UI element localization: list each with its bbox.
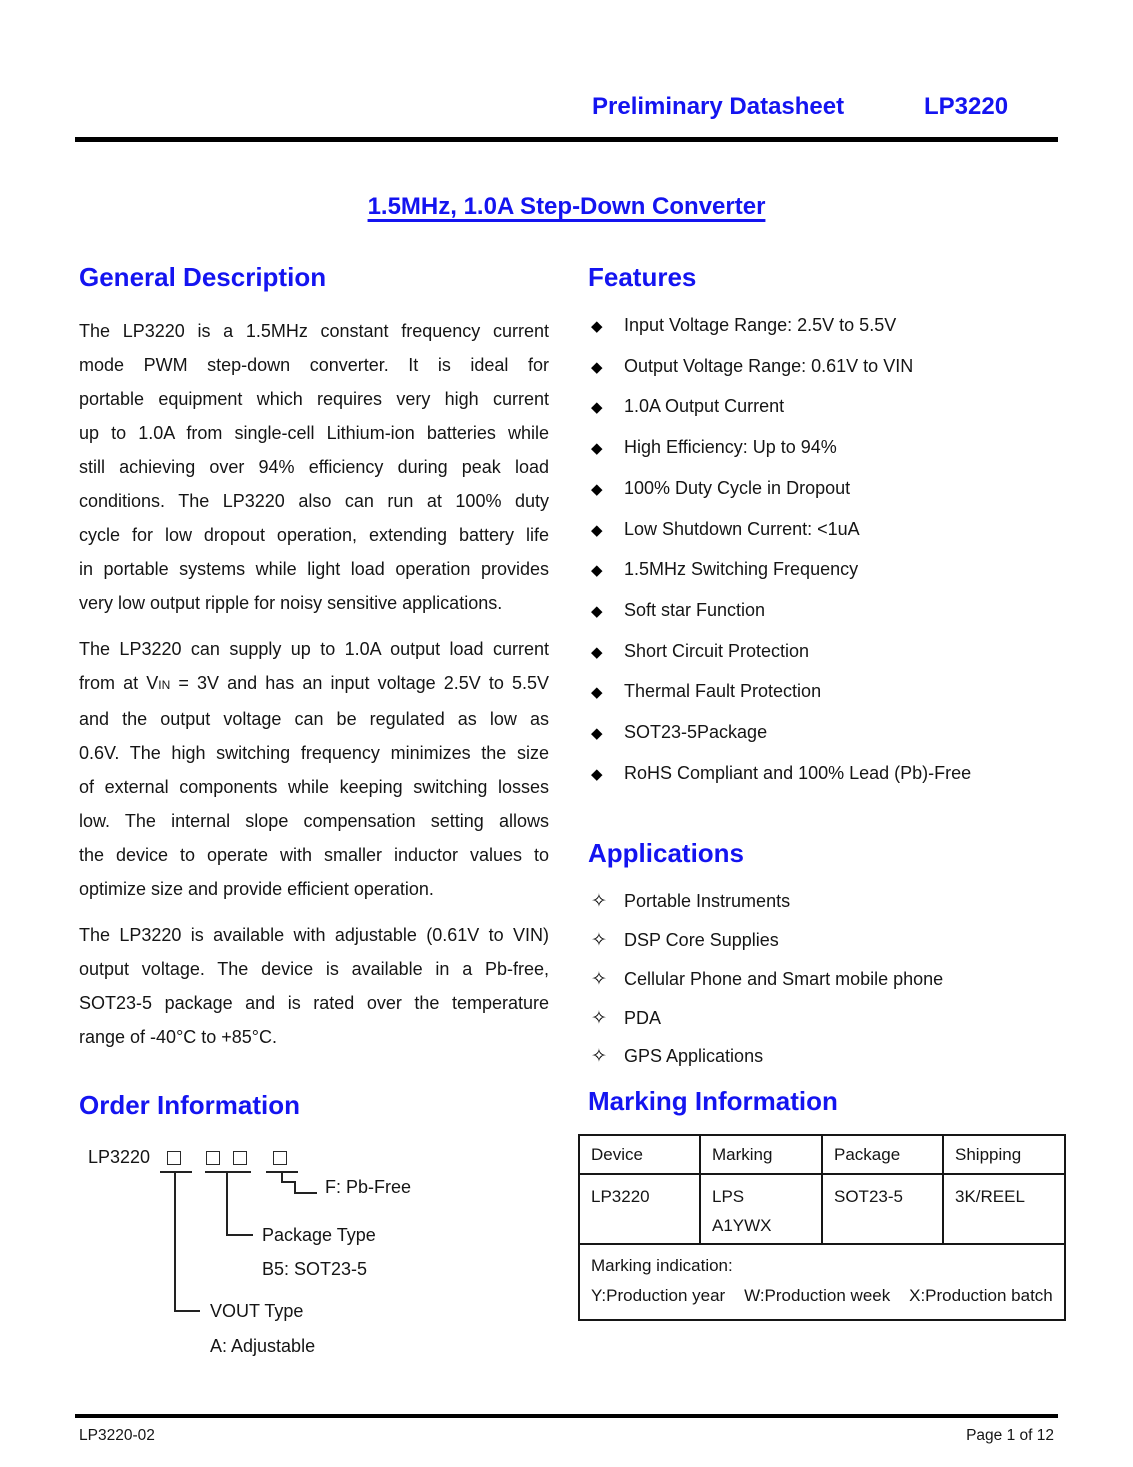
paragraph-line: cycle for low dropout operation, extending battery life	[79, 525, 549, 545]
diamond-bullet-icon: ◆	[591, 562, 603, 580]
diamond-bullet-icon: ◆	[591, 480, 603, 498]
paragraph-line: up to 1.0A from single-cell Lithium-ion batteries while	[79, 423, 549, 443]
marking-note-body: Y:Production year W:Production week X:Production batch	[591, 1285, 1053, 1305]
paragraph-line: output voltage. The device is available in a Pb-free,	[79, 959, 549, 979]
table-header-cell: Shipping	[943, 1135, 1065, 1174]
paragraph-line: still achieving over 94% efficiency during peak load	[79, 457, 549, 477]
order-code-box-1	[167, 1151, 181, 1165]
paragraph-line: in portable systems while light load operation provides	[79, 559, 549, 579]
list-item	[588, 428, 1054, 469]
diagram-line	[174, 1171, 176, 1312]
applications-list	[588, 882, 1054, 1076]
paragraph-line: the device to operate with smaller inductor values to	[79, 845, 549, 865]
table-cell	[700, 1174, 822, 1244]
list-item-label: High Efficiency: Up to 94%	[624, 437, 837, 458]
diamond-bullet-icon: ◆	[591, 521, 603, 539]
paragraph-line: range of -40°C to +85°C.	[79, 1027, 278, 1047]
list-item-label: Soft star Function	[624, 599, 766, 620]
footer-page-number: Page 1 of 12	[966, 1427, 1054, 1444]
table-cell: LP3220	[579, 1174, 700, 1244]
diamond-bullet-icon: ◆	[591, 358, 603, 376]
header-rule	[75, 137, 1058, 142]
list-item	[588, 999, 1054, 1038]
list-item	[588, 591, 1054, 632]
footer-doc-number: LP3220-02	[79, 1427, 155, 1444]
diamond-bullet-icon: ◆	[591, 643, 603, 661]
list-item-label: Thermal Fault Protection	[624, 681, 822, 702]
diamond-bullet-icon: ◆	[591, 725, 603, 743]
list-item	[588, 510, 1054, 551]
paragraph-line: The LP3220 is a 1.5MHz constant frequency current	[79, 321, 549, 341]
diamond-bullet-icon: ◆	[591, 399, 603, 417]
list-item	[588, 387, 1054, 428]
order-code-box-2	[206, 1151, 220, 1165]
general-description-heading: General Description	[79, 262, 327, 292]
paragraph-line: of external components while keeping switching losses	[79, 777, 549, 797]
marking-table-header-row	[579, 1135, 1065, 1174]
general-description-paragraphs	[79, 314, 549, 1054]
header-part-number: LP3220	[924, 93, 1009, 120]
list-item-label: RoHS Compliant and 100% Lead (Pb)-Free	[624, 762, 972, 783]
marking-information-heading: Marking Information	[588, 1086, 838, 1116]
features-list	[588, 306, 1054, 794]
list-item	[588, 754, 1054, 795]
paragraph-line: 0.6V. The high switching frequency minimizes the size	[79, 743, 549, 763]
list-item	[588, 306, 1054, 347]
order-code-box-4	[273, 1151, 287, 1165]
list-item	[588, 632, 1054, 673]
table-cell-line: LPS	[712, 1187, 745, 1206]
list-item-label: GPS Applications	[624, 1046, 764, 1067]
paragraph-line: conditions. The LP3220 also can run at 100% duty	[79, 491, 549, 511]
marking-table	[578, 1134, 1066, 1321]
marking-table-data-row	[579, 1174, 1065, 1244]
diamond-bullet-icon: ◆	[591, 318, 603, 335]
page-title: 1.5MHz, 1.0A Step-Down Converter	[367, 193, 766, 220]
marking-note-cell	[579, 1244, 1065, 1320]
list-item-label: Low Shutdown Current: <1uA	[624, 518, 860, 539]
paragraph-line: and the output voltage can be regulated as low as	[79, 709, 549, 729]
paragraph	[79, 918, 549, 1054]
order-branch-pbfree-label: F: Pb-Free	[325, 1177, 412, 1197]
star-bullet-icon: ✧	[591, 890, 607, 913]
diamond-bullet-icon: ◆	[591, 765, 603, 783]
paragraph-line: very low output ripple for noisy sensitive applications.	[79, 593, 503, 613]
paragraph-line: The LP3220 can supply up to 1.0A output load current	[79, 639, 549, 659]
list-item	[588, 469, 1054, 510]
paragraph-line: low. The internal slope compensation setting allows	[79, 811, 549, 831]
star-bullet-icon: ✧	[591, 929, 607, 952]
list-item	[588, 550, 1054, 591]
paragraph	[79, 314, 549, 620]
table-cell-line: A1YWX	[712, 1216, 772, 1235]
order-branch-package-value: B5: SOT23-5	[262, 1259, 368, 1279]
diagram-line	[226, 1171, 228, 1236]
diagram-line	[174, 1310, 200, 1312]
order-branch-vout-value: A: Adjustable	[210, 1336, 316, 1356]
star-bullet-icon: ✧	[591, 967, 607, 990]
diamond-bullet-icon: ◆	[591, 602, 603, 620]
order-branch-vout-label: VOUT Type	[210, 1301, 304, 1321]
order-information-heading: Order Information	[79, 1090, 301, 1120]
marking-note-title: Marking indication:	[591, 1256, 733, 1275]
marking-note-row	[579, 1244, 1065, 1320]
paragraph-line: SOT23-5 package and is rated over the temperature	[79, 993, 549, 1013]
diamond-bullet-icon: ◆	[591, 684, 603, 702]
order-code-box-3	[233, 1151, 247, 1165]
table-header-cell: Device	[579, 1135, 700, 1174]
list-item	[588, 921, 1054, 960]
right-column	[588, 262, 1054, 1076]
diagram-line	[205, 1171, 251, 1173]
footer-rule	[75, 1414, 1058, 1418]
paragraph-line: The LP3220 is available with adjustable (0.61V to VIN)	[79, 925, 549, 945]
list-item-label: 1.5MHz Switching Frequency	[624, 559, 859, 580]
list-item-label: PDA	[624, 1007, 662, 1028]
list-item	[588, 882, 1054, 921]
list-item-label: Output Voltage Range: 0.61V to VIN	[624, 355, 914, 376]
list-item	[588, 713, 1054, 754]
list-item-label: Short Circuit Protection	[624, 640, 810, 661]
list-item-label: 1.0A Output Current	[624, 396, 785, 417]
order-branch-package-label: Package Type	[262, 1225, 376, 1245]
paragraph	[79, 632, 549, 906]
order-part-prefix: LP3220	[88, 1147, 151, 1167]
list-item-label: Portable Instruments	[624, 891, 791, 912]
paragraph-line: optimize size and provide efficient operation.	[79, 879, 434, 899]
diagram-line	[294, 1192, 317, 1194]
list-item-label: Input Voltage Range: 2.5V to 5.5V	[624, 315, 897, 335]
list-item	[588, 1037, 1054, 1076]
table-cell: SOT23-5	[822, 1174, 943, 1244]
list-item	[588, 960, 1054, 999]
list-item-label: DSP Core Supplies	[624, 930, 779, 951]
list-item	[588, 672, 1054, 713]
paragraph-line: portable equipment which requires very high current	[79, 389, 549, 409]
list-item	[588, 347, 1054, 388]
paragraph-line: from at VIN = 3V and has an input voltage 2.5V to 5.5V	[79, 673, 549, 693]
paragraph-line: mode PWM step-down converter. It is ideal for	[79, 355, 549, 375]
list-item-label: 100% Duty Cycle in Dropout	[624, 477, 851, 498]
table-header-cell: Package	[822, 1135, 943, 1174]
star-bullet-icon: ✧	[591, 1045, 607, 1068]
table-header-cell: Marking	[700, 1135, 822, 1174]
diamond-bullet-icon: ◆	[591, 440, 603, 458]
features-heading: Features	[588, 262, 697, 292]
list-item-label: Cellular Phone and Smart mobile phone	[624, 968, 944, 989]
diagram-line	[160, 1171, 192, 1173]
vin-subscript: IN	[158, 678, 171, 692]
list-item-label: SOT23-5Package	[624, 722, 768, 743]
general-description-section	[79, 262, 549, 1066]
diagram-line	[226, 1234, 253, 1236]
header-doc-type: Preliminary Datasheet	[592, 93, 845, 120]
applications-heading: Applications	[588, 838, 745, 869]
table-cell: 3K/REEL	[943, 1174, 1065, 1244]
star-bullet-icon: ✧	[591, 1006, 607, 1029]
